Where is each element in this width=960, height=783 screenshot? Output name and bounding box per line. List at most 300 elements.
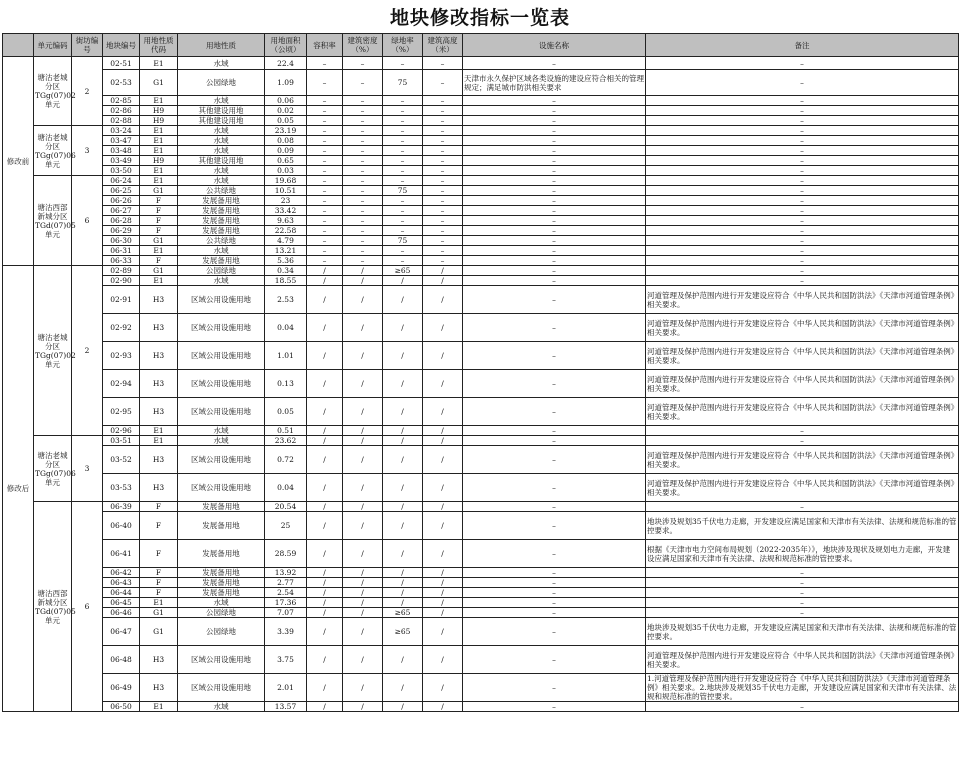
remarks: – bbox=[646, 156, 959, 166]
landuse-code: E1 bbox=[140, 136, 178, 146]
remarks: – bbox=[646, 236, 959, 246]
section-label: 修改前 bbox=[3, 57, 34, 266]
landuse-code: H9 bbox=[140, 156, 178, 166]
density: – bbox=[343, 146, 383, 156]
landuse: 发展备用地 bbox=[178, 540, 265, 568]
area: 18.55 bbox=[265, 276, 307, 286]
page-title: 地块修改指标一览表 bbox=[389, 7, 570, 29]
remarks: 1.河道管理及保护范围内进行开发建设应符合《中华人民共和国防洪法》《天津市河道管理条例》相关要求。2.地块涉及规划35千伏电力走廊，开发建设应满足国家和天津市有关法律、法规和规范标准的管控要求。 bbox=[646, 674, 959, 702]
remarks: 地块涉及规划35千伏电力走廊，开发建设应满足国家和天津市有关法律、法规和规范标准的管控要求。 bbox=[646, 512, 959, 540]
landuse-code: G1 bbox=[140, 236, 178, 246]
height: – bbox=[423, 226, 463, 236]
facility-name: – bbox=[463, 216, 646, 226]
far: – bbox=[307, 216, 343, 226]
green-ratio: / bbox=[383, 540, 423, 568]
facility-name: – bbox=[463, 116, 646, 126]
density: / bbox=[343, 578, 383, 588]
landuse-code: H3 bbox=[140, 446, 178, 474]
landuse-code: E1 bbox=[140, 702, 178, 712]
table-row bbox=[3, 540, 959, 568]
height: / bbox=[423, 266, 463, 276]
remarks: – bbox=[646, 226, 959, 236]
green-ratio: – bbox=[383, 156, 423, 166]
landuse: 水域 bbox=[178, 598, 265, 608]
landuse-code: E1 bbox=[140, 246, 178, 256]
parcel-id: 02-92 bbox=[103, 314, 140, 342]
far: – bbox=[307, 236, 343, 246]
table-row bbox=[3, 568, 959, 578]
landuse: 发展备用地 bbox=[178, 216, 265, 226]
green-ratio: / bbox=[383, 286, 423, 314]
table-row bbox=[3, 136, 959, 146]
height: – bbox=[423, 166, 463, 176]
header-block: 街坊编号 bbox=[72, 34, 103, 57]
height: / bbox=[423, 588, 463, 598]
remarks: – bbox=[646, 702, 959, 712]
facility-name: – bbox=[463, 186, 646, 196]
far: / bbox=[307, 674, 343, 702]
far: – bbox=[307, 146, 343, 156]
header-green-ratio: 绿地率（%） bbox=[383, 34, 423, 57]
table-row bbox=[3, 156, 959, 166]
parcel-id: 02-89 bbox=[103, 266, 140, 276]
density: – bbox=[343, 176, 383, 186]
area: 0.04 bbox=[265, 474, 307, 502]
landuse-code: G1 bbox=[140, 608, 178, 618]
parcel-id: 02-95 bbox=[103, 398, 140, 426]
facility-name: – bbox=[463, 314, 646, 342]
height: – bbox=[423, 126, 463, 136]
height: / bbox=[423, 512, 463, 540]
remarks: – bbox=[646, 436, 959, 446]
density: / bbox=[343, 370, 383, 398]
facility-name: – bbox=[463, 474, 646, 502]
far: / bbox=[307, 398, 343, 426]
facility-name: – bbox=[463, 568, 646, 578]
far: / bbox=[307, 646, 343, 674]
remarks: – bbox=[646, 136, 959, 146]
landuse-code: F bbox=[140, 512, 178, 540]
green-ratio: – bbox=[383, 106, 423, 116]
area: 10.51 bbox=[265, 186, 307, 196]
facility-name: – bbox=[463, 512, 646, 540]
landuse: 公园绿地 bbox=[178, 608, 265, 618]
unit-code: 塘沽老城分区TGg(07)06单元 bbox=[34, 436, 72, 502]
far: – bbox=[307, 156, 343, 166]
unit-code: 塘沽老城分区TGg(07)02单元 bbox=[34, 57, 72, 126]
height: – bbox=[423, 106, 463, 116]
area: 20.54 bbox=[265, 502, 307, 512]
density: / bbox=[343, 314, 383, 342]
height: / bbox=[423, 540, 463, 568]
far: / bbox=[307, 502, 343, 512]
area: 19.68 bbox=[265, 176, 307, 186]
height: / bbox=[423, 342, 463, 370]
density: / bbox=[343, 608, 383, 618]
landuse-code: H3 bbox=[140, 646, 178, 674]
landuse: 发展备用地 bbox=[178, 502, 265, 512]
remarks: – bbox=[646, 216, 959, 226]
far: / bbox=[307, 266, 343, 276]
facility-name: – bbox=[463, 176, 646, 186]
landuse-code: F bbox=[140, 578, 178, 588]
landuse-code: H3 bbox=[140, 286, 178, 314]
height: / bbox=[423, 426, 463, 436]
remarks: – bbox=[646, 206, 959, 216]
header-facility: 设施名称 bbox=[463, 34, 646, 57]
landuse: 发展备用地 bbox=[178, 568, 265, 578]
far: – bbox=[307, 106, 343, 116]
landuse: 发展备用地 bbox=[178, 256, 265, 266]
facility-name: – bbox=[463, 126, 646, 136]
facility-name: – bbox=[463, 146, 646, 156]
parcel-id: 06-45 bbox=[103, 598, 140, 608]
landuse-code: F bbox=[140, 568, 178, 578]
remarks: 河道管理及保护范围内进行开发建设应符合《中华人民共和国防洪法》《天津市河道管理条例》相关要求。 bbox=[646, 646, 959, 674]
area: 5.36 bbox=[265, 256, 307, 266]
parcel-id: 06-50 bbox=[103, 702, 140, 712]
table-row bbox=[3, 286, 959, 314]
far: / bbox=[307, 540, 343, 568]
block-number: 2 bbox=[72, 266, 103, 436]
far: – bbox=[307, 96, 343, 106]
block-number: 3 bbox=[72, 436, 103, 502]
landuse-code: G1 bbox=[140, 70, 178, 96]
area: 3.39 bbox=[265, 618, 307, 646]
remarks: – bbox=[646, 266, 959, 276]
landuse: 发展备用地 bbox=[178, 512, 265, 540]
landuse: 发展备用地 bbox=[178, 226, 265, 236]
remarks: – bbox=[646, 186, 959, 196]
parcel-id: 03-51 bbox=[103, 436, 140, 446]
green-ratio: – bbox=[383, 136, 423, 146]
parcel-id: 06-26 bbox=[103, 196, 140, 206]
table-row bbox=[3, 398, 959, 426]
far: – bbox=[307, 226, 343, 236]
table-row bbox=[3, 588, 959, 598]
far: – bbox=[307, 70, 343, 96]
area: 0.51 bbox=[265, 426, 307, 436]
far: / bbox=[307, 702, 343, 712]
far: / bbox=[307, 578, 343, 588]
density: – bbox=[343, 186, 383, 196]
remarks: – bbox=[646, 106, 959, 116]
table-row bbox=[3, 196, 959, 206]
area: 28.59 bbox=[265, 540, 307, 568]
landuse: 水域 bbox=[178, 126, 265, 136]
far: – bbox=[307, 116, 343, 126]
table-row bbox=[3, 106, 959, 116]
remarks: 地块涉及规划35千伏电力走廊，开发建设应满足国家和天津市有关法律、法规和规范标准的管控要求。 bbox=[646, 618, 959, 646]
landuse-code: G1 bbox=[140, 186, 178, 196]
table-row bbox=[3, 598, 959, 608]
header-parcel: 地块编号 bbox=[103, 34, 140, 57]
green-ratio: / bbox=[383, 398, 423, 426]
green-ratio: 75 bbox=[383, 236, 423, 246]
height: / bbox=[423, 436, 463, 446]
area: 0.08 bbox=[265, 136, 307, 146]
area: 13.21 bbox=[265, 246, 307, 256]
density: / bbox=[343, 702, 383, 712]
height: – bbox=[423, 146, 463, 156]
density: – bbox=[343, 246, 383, 256]
far: / bbox=[307, 426, 343, 436]
header-landuse-code: 用地性质代码 bbox=[140, 34, 178, 57]
green-ratio: – bbox=[383, 176, 423, 186]
table-row bbox=[3, 166, 959, 176]
green-ratio: / bbox=[383, 512, 423, 540]
table-row bbox=[3, 502, 959, 512]
green-ratio: / bbox=[383, 436, 423, 446]
table-row bbox=[3, 226, 959, 236]
parcel-id: 06-46 bbox=[103, 608, 140, 618]
landuse-code: E1 bbox=[140, 96, 178, 106]
green-ratio: / bbox=[383, 446, 423, 474]
area: 9.63 bbox=[265, 216, 307, 226]
facility-name: – bbox=[463, 502, 646, 512]
parcel-id: 02-96 bbox=[103, 426, 140, 436]
area: 0.06 bbox=[265, 96, 307, 106]
height: – bbox=[423, 196, 463, 206]
density: – bbox=[343, 226, 383, 236]
green-ratio: – bbox=[383, 57, 423, 70]
parcel-id: 06-28 bbox=[103, 216, 140, 226]
green-ratio: / bbox=[383, 502, 423, 512]
parcel-id: 03-47 bbox=[103, 136, 140, 146]
parcel-id: 02-94 bbox=[103, 370, 140, 398]
table-row bbox=[3, 96, 959, 106]
far: / bbox=[307, 588, 343, 598]
landuse: 水域 bbox=[178, 176, 265, 186]
height: / bbox=[423, 646, 463, 674]
landuse-code: H9 bbox=[140, 116, 178, 126]
area: 22.4 bbox=[265, 57, 307, 70]
far: / bbox=[307, 446, 343, 474]
green-ratio: / bbox=[383, 474, 423, 502]
far: – bbox=[307, 246, 343, 256]
density: / bbox=[343, 276, 383, 286]
header-area: 用地面积（公顷） bbox=[265, 34, 307, 57]
landuse-code: E1 bbox=[140, 146, 178, 156]
remarks: 河道管理及保护范围内进行开发建设应符合《中华人民共和国防洪法》《天津市河道管理条例》相关要求。 bbox=[646, 342, 959, 370]
green-ratio: / bbox=[383, 342, 423, 370]
remarks: 河道管理及保护范围内进行开发建设应符合《中华人民共和国防洪法》《天津市河道管理条例》相关要求。 bbox=[646, 286, 959, 314]
landuse: 水域 bbox=[178, 146, 265, 156]
green-ratio: – bbox=[383, 126, 423, 136]
area: 0.04 bbox=[265, 314, 307, 342]
green-ratio: – bbox=[383, 116, 423, 126]
block-number: 3 bbox=[72, 126, 103, 176]
table-row bbox=[3, 618, 959, 646]
section-label: 修改后 bbox=[3, 266, 34, 712]
green-ratio: 75 bbox=[383, 70, 423, 96]
far: – bbox=[307, 176, 343, 186]
green-ratio: – bbox=[383, 226, 423, 236]
height: – bbox=[423, 136, 463, 146]
density: / bbox=[343, 674, 383, 702]
landuse-code: F bbox=[140, 502, 178, 512]
header-unit: 单元编码 bbox=[34, 34, 72, 57]
facility-name: – bbox=[463, 136, 646, 146]
density: / bbox=[343, 588, 383, 598]
table-row bbox=[3, 236, 959, 246]
height: / bbox=[423, 568, 463, 578]
facility-name: – bbox=[463, 156, 646, 166]
remarks: – bbox=[646, 196, 959, 206]
table-row bbox=[3, 256, 959, 266]
height: – bbox=[423, 216, 463, 226]
density: – bbox=[343, 126, 383, 136]
remarks: 河道管理及保护范围内进行开发建设应符合《中华人民共和国防洪法》《天津市河道管理条例》相关要求。 bbox=[646, 398, 959, 426]
landuse-code: E1 bbox=[140, 598, 178, 608]
indicator-table bbox=[2, 33, 959, 712]
landuse-code: E1 bbox=[140, 276, 178, 286]
table-row bbox=[3, 608, 959, 618]
height: – bbox=[423, 176, 463, 186]
far: / bbox=[307, 436, 343, 446]
area: 0.72 bbox=[265, 446, 307, 474]
parcel-id: 02-88 bbox=[103, 116, 140, 126]
landuse: 其他建设用地 bbox=[178, 106, 265, 116]
density: – bbox=[343, 116, 383, 126]
remarks: – bbox=[646, 568, 959, 578]
facility-name: 天津市永久保护区域各类设施的建设应符合相关的管理规定；满足城市防洪相关要求 bbox=[463, 70, 646, 96]
facility-name: – bbox=[463, 608, 646, 618]
landuse: 水域 bbox=[178, 166, 265, 176]
far: / bbox=[307, 598, 343, 608]
density: – bbox=[343, 106, 383, 116]
parcel-id: 02-91 bbox=[103, 286, 140, 314]
height: / bbox=[423, 578, 463, 588]
landuse: 区域公用设施用地 bbox=[178, 674, 265, 702]
green-ratio: ≥65 bbox=[383, 266, 423, 276]
table-row bbox=[3, 246, 959, 256]
remarks: 根据《天津市电力空间布局规划（2022-2035年）》，地块涉及现状及规划电力走廊，开发建设应满足国家和天津市有关法律、法规和规范标准的管控要求。 bbox=[646, 540, 959, 568]
area: 1.09 bbox=[265, 70, 307, 96]
table-row bbox=[3, 674, 959, 702]
far: / bbox=[307, 608, 343, 618]
area: 33.42 bbox=[265, 206, 307, 216]
far: – bbox=[307, 186, 343, 196]
green-ratio: 75 bbox=[383, 186, 423, 196]
far: / bbox=[307, 512, 343, 540]
height: – bbox=[423, 156, 463, 166]
facility-name: – bbox=[463, 286, 646, 314]
landuse: 区域公用设施用地 bbox=[178, 398, 265, 426]
landuse-code: F bbox=[140, 196, 178, 206]
density: / bbox=[343, 618, 383, 646]
far: – bbox=[307, 256, 343, 266]
table-row bbox=[3, 206, 959, 216]
density: – bbox=[343, 136, 383, 146]
facility-name: – bbox=[463, 166, 646, 176]
green-ratio: ≥65 bbox=[383, 618, 423, 646]
table-row bbox=[3, 474, 959, 502]
facility-name: – bbox=[463, 342, 646, 370]
table-row bbox=[3, 266, 959, 276]
area: 1.01 bbox=[265, 342, 307, 370]
height: – bbox=[423, 96, 463, 106]
density: / bbox=[343, 398, 383, 426]
table-row bbox=[3, 57, 959, 70]
table-row bbox=[3, 702, 959, 712]
landuse: 区域公用设施用地 bbox=[178, 370, 265, 398]
remarks: – bbox=[646, 146, 959, 156]
area: 2.01 bbox=[265, 674, 307, 702]
facility-name: – bbox=[463, 398, 646, 426]
table-row bbox=[3, 436, 959, 446]
header-far: 容积率 bbox=[307, 34, 343, 57]
density: / bbox=[343, 286, 383, 314]
green-ratio: / bbox=[383, 426, 423, 436]
parcel-id: 06-40 bbox=[103, 512, 140, 540]
area: 25 bbox=[265, 512, 307, 540]
landuse: 水域 bbox=[178, 246, 265, 256]
green-ratio: – bbox=[383, 206, 423, 216]
facility-name: – bbox=[463, 598, 646, 608]
facility-name: – bbox=[463, 540, 646, 568]
far: / bbox=[307, 474, 343, 502]
landuse: 区域公用设施用地 bbox=[178, 314, 265, 342]
density: / bbox=[343, 540, 383, 568]
green-ratio: / bbox=[383, 578, 423, 588]
facility-name: – bbox=[463, 226, 646, 236]
remarks: – bbox=[646, 256, 959, 266]
remarks: – bbox=[646, 246, 959, 256]
area: 0.05 bbox=[265, 398, 307, 426]
table-row bbox=[3, 342, 959, 370]
landuse: 公园绿地 bbox=[178, 266, 265, 276]
facility-name: – bbox=[463, 446, 646, 474]
landuse-code: F bbox=[140, 206, 178, 216]
density: – bbox=[343, 256, 383, 266]
density: – bbox=[343, 96, 383, 106]
header-density: 建筑密度（%） bbox=[343, 34, 383, 57]
facility-name: – bbox=[463, 246, 646, 256]
far: – bbox=[307, 206, 343, 216]
far: / bbox=[307, 276, 343, 286]
remarks: 河道管理及保护范围内进行开发建设应符合《中华人民共和国防洪法》《天津市河道管理条例》相关要求。 bbox=[646, 370, 959, 398]
remarks: – bbox=[646, 578, 959, 588]
parcel-id: 02-90 bbox=[103, 276, 140, 286]
block-number: 2 bbox=[72, 57, 103, 126]
green-ratio: / bbox=[383, 276, 423, 286]
green-ratio: – bbox=[383, 96, 423, 106]
density: / bbox=[343, 266, 383, 276]
header-row bbox=[3, 34, 959, 57]
landuse: 水域 bbox=[178, 426, 265, 436]
density: – bbox=[343, 196, 383, 206]
header-landuse: 用地性质 bbox=[178, 34, 265, 57]
parcel-id: 06-42 bbox=[103, 568, 140, 578]
density: – bbox=[343, 206, 383, 216]
landuse: 发展备用地 bbox=[178, 578, 265, 588]
area: 13.57 bbox=[265, 702, 307, 712]
green-ratio: / bbox=[383, 674, 423, 702]
unit-code: 塘沽西部新城分区TGd(07)05单元 bbox=[34, 502, 72, 712]
height: / bbox=[423, 474, 463, 502]
block-number: 6 bbox=[72, 176, 103, 266]
green-ratio: – bbox=[383, 216, 423, 226]
green-ratio: / bbox=[383, 314, 423, 342]
parcel-id: 03-49 bbox=[103, 156, 140, 166]
height: – bbox=[423, 70, 463, 96]
unit-code: 塘沽老城分区TGg(07)06单元 bbox=[34, 126, 72, 176]
parcel-id: 06-49 bbox=[103, 674, 140, 702]
far: / bbox=[307, 618, 343, 646]
height: / bbox=[423, 286, 463, 314]
remarks: – bbox=[646, 166, 959, 176]
